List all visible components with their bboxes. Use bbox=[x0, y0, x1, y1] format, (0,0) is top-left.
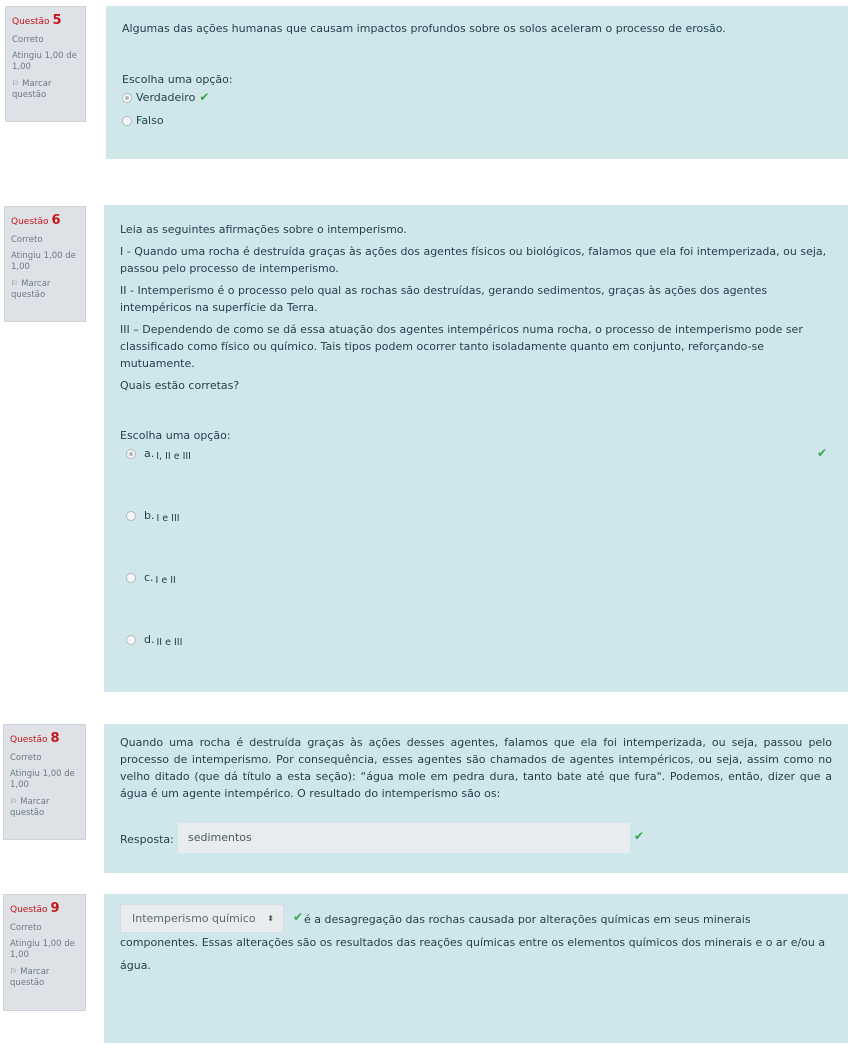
flag-icon: ⚐ bbox=[12, 78, 20, 88]
question-state: Correto bbox=[11, 234, 43, 245]
flag-icon: ⚐ bbox=[11, 278, 19, 288]
question-number: Questão 9 bbox=[10, 901, 60, 916]
question-info-9 bbox=[3, 894, 86, 1011]
radio-button[interactable] bbox=[122, 116, 132, 126]
option-d[interactable]: d. II e III bbox=[120, 631, 832, 648]
flag-question-link[interactable]: ⚐ Marcar questão bbox=[12, 78, 52, 101]
question-content-5 bbox=[106, 6, 848, 159]
select-arrows-icon: ⬍ bbox=[267, 914, 274, 923]
question-grade: Atingiu 1,00 de 1,00 bbox=[11, 251, 76, 273]
question-grade: Atingiu 1,00 de 1,00 bbox=[12, 51, 77, 73]
option-b[interactable]: b. I e III bbox=[120, 507, 832, 524]
flag-question-link[interactable]: ⚐ Marcar questão bbox=[10, 796, 50, 819]
option-verdadeiro[interactable]: Verdadeiro ✔ bbox=[122, 89, 832, 106]
option-a[interactable]: a. I, II e III ✔ bbox=[120, 445, 832, 462]
flag-question-link[interactable]: ⚐ Marcar questão bbox=[10, 966, 50, 989]
answer-select[interactable]: Intemperismo químico ⬍ bbox=[120, 904, 284, 933]
check-icon: ✔ bbox=[199, 90, 210, 104]
question-text: Algumas das ações humanas que causam impactos profundos sobre os solos aceleram o processo de erosão. bbox=[122, 22, 726, 35]
choose-option-prompt: Escolha uma opção: bbox=[120, 429, 231, 442]
answer-input[interactable]: sedimentos bbox=[178, 823, 630, 853]
question-state: Correto bbox=[12, 34, 44, 45]
option-c[interactable]: c. I e II bbox=[120, 569, 832, 586]
question-content-6 bbox=[104, 205, 848, 692]
question-info-5 bbox=[5, 6, 86, 122]
choose-option-prompt: Escolha uma opção: bbox=[122, 73, 233, 86]
question-info-6 bbox=[4, 206, 86, 322]
question-state: Correto bbox=[10, 752, 42, 763]
question-text: Quando uma rocha é destruída graças às ações desses agentes, falamos que ela foi intemperizada, ou seja, passou pelo processo de intemperismo. Por consequência, esses agentes são chamados de agentes intempéricos, ou seja, assim como no velho ditado (que dá título a esta seção): “água mole em pedra dura, tanto bate até que fura". Podemos, então, dizer que a água é um agente intempérico. O resultado do intemperismo são os: bbox=[120, 736, 832, 800]
question-grade: Atingiu 1,00 de 1,00 bbox=[10, 939, 75, 961]
flag-icon: ⚐ bbox=[10, 796, 18, 806]
check-icon: ✔ bbox=[817, 446, 828, 460]
check-icon: ✔ bbox=[634, 829, 645, 843]
question-number: Questão 5 bbox=[12, 13, 62, 28]
question-grade: Atingiu 1,00 de 1,00 bbox=[10, 769, 75, 791]
question-number: Questão 6 bbox=[11, 213, 61, 228]
radio-button[interactable] bbox=[126, 449, 136, 459]
option-falso[interactable]: Falso bbox=[122, 112, 832, 129]
answer-label: Resposta: bbox=[120, 833, 174, 846]
flag-question-link[interactable]: ⚐ Marcar questão bbox=[11, 278, 51, 301]
question-info-8 bbox=[3, 724, 86, 840]
radio-button[interactable] bbox=[122, 93, 132, 103]
flag-icon: ⚐ bbox=[10, 966, 18, 976]
question-state: Correto bbox=[10, 922, 42, 933]
radio-button[interactable] bbox=[126, 511, 136, 521]
radio-button[interactable] bbox=[126, 573, 136, 583]
question-text: Leia as seguintes afirmações sobre o intemperismo. I - Quando uma rocha é destruída graças às ações dos agentes físicos ou biológicos, falamos que ela foi intemperizada, ou seja, passou pelo processo de intemperismo. II - Intemperismo é o processo pelo qual as rochas são destruídas, gerando sedimentos, graças às ações dos agentes intempéricos na superfície da Terra. III – Dependendo de como se dá essa atuação dos agentes intempéricos numa rocha, o processo de intemperismo pode ser classificado como físico ou químico. Tais tipos podem ocorrer tanto isoladamente quanto em conjunto, reforçando-se mutuamente. Quais estão corretas? bbox=[120, 223, 827, 392]
check-icon: ✔ bbox=[293, 910, 304, 924]
radio-button[interactable] bbox=[126, 635, 136, 645]
question-text: é a desagregação das rochas causada por alterações químicas em seus minerais componentes. Essas alterações são os resultados das reações químicas entre os elementos químicos dos minerais e o ar e/ou a água. bbox=[120, 913, 826, 972]
question-number: Questão 8 bbox=[10, 731, 60, 746]
